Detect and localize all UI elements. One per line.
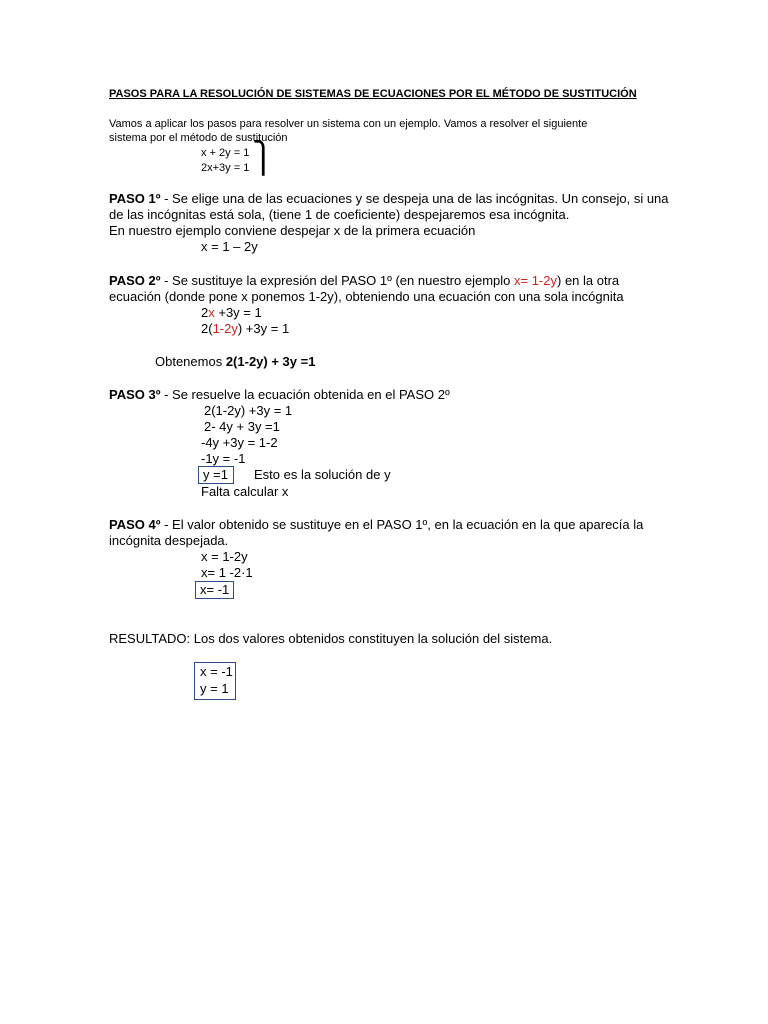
paso3-label: PASO 3º [109, 387, 161, 402]
paso1-line-3: En nuestro ejemplo conviene despejar x de la primera ecuación [109, 223, 476, 238]
page-title: PASOS PARA LA RESOLUCIÓN DE SISTEMAS DE ECUACIONES POR EL MÉTODO DE SUSTITUCIÓN [109, 88, 637, 100]
paso2-eq2-b: ) +3y = 1 [237, 321, 290, 336]
intro-line-2: sistema por el método de sustitución [109, 132, 288, 144]
paso2-obtenemos [155, 354, 315, 370]
paso4-line-1 [109, 517, 643, 533]
paso4-step: x = 1-2y [201, 549, 248, 564]
paso4-result: x= -1 [200, 582, 230, 597]
paso2-equation-1 [201, 305, 262, 321]
system-equation-2: 2x+3y = 1 [201, 162, 250, 174]
paso3-line-1 [109, 387, 450, 403]
paso4-line-2: incógnita despejada. [109, 533, 229, 548]
system-equation-1: x + 2y = 1 [201, 147, 250, 159]
resultado-y: y = 1 [200, 681, 229, 696]
paso3-text: - Se resuelve la ecuación obtenida en el PASO 2º [160, 387, 450, 402]
paso3-step: -4y +3y = 1-2 [201, 435, 278, 450]
paso2-equation-2 [201, 321, 289, 337]
system-brace: ⎫ [252, 141, 275, 176]
paso2-highlight: x= 1-2y [514, 273, 557, 288]
paso3-falta: Falta calcular x [201, 484, 289, 499]
paso1-line-1 [109, 191, 669, 207]
paso2-eq2-red: 1-2y [212, 321, 238, 336]
paso2-label: PASO 2º [109, 273, 161, 288]
paso1-label: PASO 1º [109, 191, 161, 206]
paso2-eq1-a: 2 [201, 305, 209, 320]
obtenemos-equation: 2(1-2y) + 3y =1 [225, 354, 316, 369]
paso2-text-b: ) en la otra [557, 273, 620, 288]
resultado-x: x = -1 [200, 664, 233, 679]
paso4-text: - El valor obtenido se sustituye en el PASO 1º, en la ecuación en la que aparecía la [160, 517, 644, 532]
paso4-step: x= 1 -2·1 [201, 565, 253, 580]
intro-line-1: Vamos a aplicar los pasos para resolver un sistema con un ejemplo. Vamos a resolver el siguiente [109, 118, 588, 130]
paso2-line-2: ecuación (donde pone x ponemos 1-2y), obteniendo una ecuación con una sola incógnita [109, 289, 624, 304]
paso3-result-note: Esto es la solución de y [254, 467, 391, 482]
paso1-equation: x = 1 – 2y [201, 239, 258, 254]
paso1-text-1: - Se elige una de las ecuaciones y se despeja una de las incógnitas. Un consejo, si una [160, 191, 669, 206]
paso1-line-2: de las incógnitas está sola, (tiene 1 de coeficiente) despejaremos esa incógnita. [109, 207, 570, 222]
paso2-line-1 [109, 273, 619, 289]
paso2-eq1-red: x [208, 305, 215, 320]
obtenemos-label: Obtenemos [155, 354, 226, 369]
paso3-step: 2(1-2y) +3y = 1 [204, 403, 293, 418]
resultado-text: RESULTADO: Los dos valores obtenidos constituyen la solución del sistema. [109, 631, 553, 646]
paso2-eq1-b: +3y = 1 [214, 305, 262, 320]
paso4-label: PASO 4º [109, 517, 161, 532]
paso2-eq2-a: 2( [201, 321, 213, 336]
paso3-step: 2- 4y + 3y =1 [204, 419, 280, 434]
paso2-text-a: - Se sustituye la expresión del PASO 1º (en nuestro ejemplo [160, 273, 514, 288]
paso3-step: -1y = -1 [201, 451, 246, 466]
paso3-result: y =1 [203, 467, 228, 482]
